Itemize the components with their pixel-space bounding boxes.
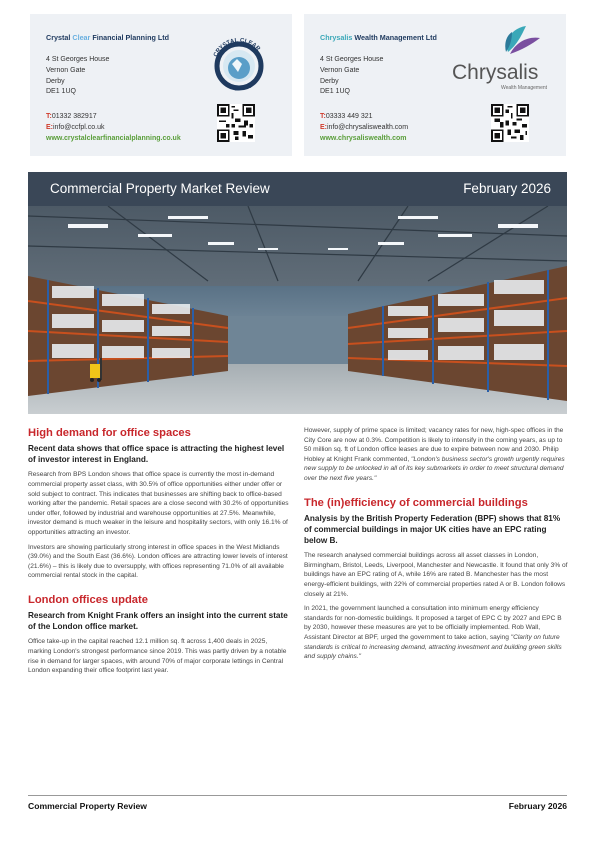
crystal-clear-website-link[interactable]: www.crystalclearfinancialplanning.co.uk [46, 135, 181, 142]
crystal-clear-contact: T:01332 382917 E:info@ccfpl.co.uk [46, 113, 105, 131]
footer-date: February 2026 [508, 801, 567, 811]
london-offices-lead: Research from Knight Frank offers an insight into the current state of the London office market. [28, 610, 288, 632]
chrysalis-wordmark-sub: Wealth Management [501, 85, 548, 91]
office-demand-paragraph: Research from BPS London shows that office space is currently the most in-demand commercial property asset class, with 30.5% of office opportunities either under offer or sold subject to contract. This indicates that businesses are shifting back to office-based working after the pandemic. Retail spaces are a close second with 30.2% of opportunities under offer, followed by industrial and warehouse opportunities at 27.5%. Meanwhile, investor demand is much weaker in the leisure and hospitality sectors, with only 16.1% of opportunities attracting an investor. [28, 471, 289, 536]
chrysalis-firm-name: Chrysalis Wealth Management Ltd [320, 33, 437, 42]
chrysalis-address: 4 St Georges House Vernon Gate Derby DE1 1UQ [320, 56, 384, 96]
london-offices-paragraph-continued: However, supply of prime space is limited; vacancy rates for new, high-spec offices in the City Core are now at 0.3%. Competition is likely to intensify in the coming years, as up to 50 million sq. ft of London office leases are due to expire between now and 2030. Philip Hobley at Knight Frank commented, "London's business sector's growth urgently requires new supply to be unlocked in all of its key submarkets in order to meet structural demand over the next five years." [304, 427, 565, 482]
chrysalis-website-link[interactable]: www.chrysaliswealth.com [320, 135, 407, 142]
office-demand-lead: Recent data shows that office space is attracting the highest level of investor interest in England. [28, 444, 285, 465]
crystal-clear-logo [207, 28, 271, 100]
svg-text:CRYSTAL CLEAR: CRYSTAL CLEAR [213, 37, 261, 59]
left-column [28, 426, 292, 681]
right-column [304, 426, 568, 667]
efficiency-paragraph: In 2021, the government launched a consultation into minimum energy efficiency standards for non-domestic buildings. It proposed a target of EPC C by 2027 and EPC B by 2030, however these measures are yet to be officially implemented. Rob Wall, Assistant Director at BPF, urged the government to take action, saying "Clarity on future standards is critical to increasing demand, attracting investment and building green skills and supply chains." [304, 605, 562, 661]
footer-publication-name: Commercial Property Review [28, 801, 147, 811]
page-title: Commercial Property Market Review [50, 181, 270, 196]
efficiency-paragraph: The research analysed commercial buildings across all asset classes in London, Birmingham, Bristol, Leeds, Liverpool, Manchester and Newcastle. It found that only 3% of buildings have an EPC rating of A, while 16% are rated B. Manchester has the most energy-efficient buildings, with 22% of commercial properties rated A or B. London follows closely at 21%. [304, 552, 568, 598]
crystal-clear-card [30, 14, 292, 156]
chrysalis-wordmark: Chrysalis [452, 61, 539, 84]
chrysalis-contact: T:03333 449 321 E:info@chrysaliswealth.com [320, 113, 409, 131]
chrysalis-email[interactable]: info@chrysaliswealth.com [327, 123, 409, 131]
office-demand-paragraph: Investors are showing particularly strong interest in office spaces in the West Midlands (39.0%) and the South East (36.6%). London offices are attracting lower levels of interest (21.6%) – this is likely due to oversupply, with offices representing 71.0% of all available commercial rental stock in the capital. [28, 543, 288, 580]
knight-frank-quote: "London's business sector's growth urgently requires new supply to be unlocked in all of its key submarkets in order to meet structural demand over the next five years." [304, 455, 565, 482]
efficiency-heading: The (in)efficiency of commercial buildings [304, 496, 528, 509]
office-demand-heading: High demand for office spaces [28, 427, 191, 439]
issue-date: February 2026 [463, 181, 551, 196]
crystal-clear-address: 4 St Georges House Vernon Gate Derby DE1 1UQ [46, 56, 110, 96]
title-banner [28, 172, 567, 206]
bpf-quote: "Clarity on future standards is critical to increasing demand, attracting investment and building green skills and supply chains." [304, 633, 562, 661]
chrysalis-card [304, 14, 566, 156]
chrysalis-phone[interactable]: 03333 449 321 [325, 113, 373, 120]
london-offices-paragraph: Office take-up in the capital reached 12.1 million sq. ft across 1,400 deals in 2025, marking London's strongest performance since 2019. This was partly driven by a notable rise in demand for larger spaces, with around 70% of major corporate lettings in Central London expanding their office footprint last year. [28, 638, 287, 675]
chrysalis-qr-code[interactable] [491, 104, 529, 142]
footer-divider [28, 795, 567, 796]
crystal-clear-qr-code[interactable] [217, 104, 255, 142]
crystal-clear-firm-name: Crystal Clear Financial Planning Ltd [46, 33, 170, 42]
efficiency-lead: Analysis by the British Property Federation (BPF) shows that 81% of commercial buildings in major UK cities have an EPC rating below B. [304, 513, 561, 545]
svg-text:financial planning: financial planning [219, 77, 252, 92]
london-offices-heading: London offices update [28, 593, 148, 606]
warehouse-hero-image [28, 206, 567, 414]
crystal-clear-phone[interactable]: 01332 382917 [51, 113, 97, 120]
crystal-clear-email[interactable]: info@ccfpl.co.uk [53, 123, 105, 131]
